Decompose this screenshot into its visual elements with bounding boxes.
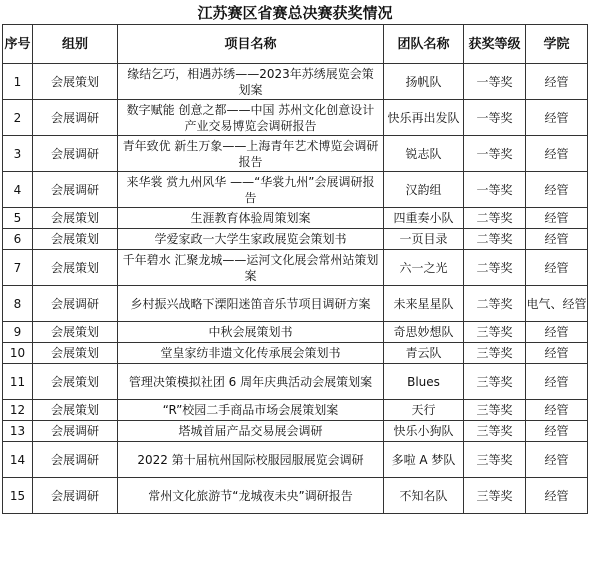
cell-group: 会展策划 <box>33 364 118 400</box>
header-no: 序号 <box>3 25 33 64</box>
cell-team: 扬帆队 <box>384 64 464 100</box>
cell-project: 生涯教育体验周策划案 <box>118 208 384 229</box>
table-row <box>3 478 588 514</box>
cell-school: 经管 <box>526 400 588 421</box>
header-award: 获奖等级 <box>464 25 526 64</box>
cell-project: 学爱家政一大学生家政展览会策划书 <box>118 229 384 250</box>
cell-school: 经管 <box>526 478 588 514</box>
table-row <box>3 400 588 421</box>
header-group: 组别 <box>33 25 118 64</box>
cell-school: 经管 <box>526 100 588 136</box>
cell-group: 会展调研 <box>33 442 118 478</box>
cell-project: 2022 第十届杭州国际校服园服展览会调研 <box>118 442 384 478</box>
cell-project: 堂皇家纺非遗文化传承展会策划书 <box>118 343 384 364</box>
cell-project: 数字赋能 创意之都——中国 苏州文化创意设计产业交易博览会调研报告 <box>118 100 384 136</box>
cell-group: 会展调研 <box>33 136 118 172</box>
cell-group: 会展调研 <box>33 172 118 208</box>
cell-award: 一等奖 <box>464 64 526 100</box>
header-row <box>3 25 588 64</box>
cell-school: 经管 <box>526 208 588 229</box>
table-row <box>3 343 588 364</box>
cell-group: 会展调研 <box>33 286 118 322</box>
cell-school: 经管 <box>526 421 588 442</box>
cell-school: 电气、经管 <box>526 286 588 322</box>
cell-award: 三等奖 <box>464 400 526 421</box>
cell-group: 会展调研 <box>33 478 118 514</box>
cell-award: 三等奖 <box>464 478 526 514</box>
cell-award: 三等奖 <box>464 322 526 343</box>
cell-project: 青年致优 新生万象——上海青年艺术博览会调研报告 <box>118 136 384 172</box>
cell-no: 5 <box>3 208 33 229</box>
cell-team: 未来星星队 <box>384 286 464 322</box>
cell-award: 三等奖 <box>464 343 526 364</box>
header-team: 团队名称 <box>384 25 464 64</box>
cell-no: 12 <box>3 400 33 421</box>
cell-team: Blues <box>384 364 464 400</box>
cell-school: 经管 <box>526 364 588 400</box>
cell-project: 塔城首届产品交易展会调研 <box>118 421 384 442</box>
cell-award: 一等奖 <box>464 136 526 172</box>
table-row <box>3 172 588 208</box>
table-row <box>3 322 588 343</box>
table-row <box>3 100 588 136</box>
cell-group: 会展调研 <box>33 100 118 136</box>
cell-award: 一等奖 <box>464 172 526 208</box>
cell-school: 经管 <box>526 322 588 343</box>
cell-project: 管理决策模拟社团 6 周年庆典活动会展策划案 <box>118 364 384 400</box>
awards-table <box>2 24 588 514</box>
cell-team: 快乐再出发队 <box>384 100 464 136</box>
cell-group: 会展策划 <box>33 400 118 421</box>
cell-team: 锐志队 <box>384 136 464 172</box>
cell-project: 千年碧水 汇聚龙城——运河文化展会常州站策划案 <box>118 250 384 286</box>
cell-group: 会展策划 <box>33 208 118 229</box>
table-row <box>3 208 588 229</box>
cell-school: 经管 <box>526 172 588 208</box>
cell-award: 二等奖 <box>464 286 526 322</box>
cell-award: 三等奖 <box>464 421 526 442</box>
cell-school: 经管 <box>526 136 588 172</box>
cell-award: 二等奖 <box>464 229 526 250</box>
cell-school: 经管 <box>526 343 588 364</box>
cell-group: 会展策划 <box>33 322 118 343</box>
cell-no: 14 <box>3 442 33 478</box>
cell-school: 经管 <box>526 64 588 100</box>
cell-project: 来华裳 赏九州风华 ——“华裳九州”会展调研报告 <box>118 172 384 208</box>
cell-team: 天行 <box>384 400 464 421</box>
cell-group: 会展策划 <box>33 343 118 364</box>
cell-project: 缘结乞巧，相遇苏绣——2023年苏绣展览会策划案 <box>118 64 384 100</box>
cell-group: 会展调研 <box>33 421 118 442</box>
cell-award: 二等奖 <box>464 250 526 286</box>
cell-team: 四重奏小队 <box>384 208 464 229</box>
cell-team: 青云队 <box>384 343 464 364</box>
cell-project: 乡村振兴战略下溧阳迷笛音乐节项目调研方案 <box>118 286 384 322</box>
cell-project: 常州文化旅游节“龙城夜未央”调研报告 <box>118 478 384 514</box>
cell-no: 3 <box>3 136 33 172</box>
cell-no: 9 <box>3 322 33 343</box>
cell-school: 经管 <box>526 442 588 478</box>
cell-project: 中秋会展策划书 <box>118 322 384 343</box>
cell-team: 一页目录 <box>384 229 464 250</box>
cell-group: 会展策划 <box>33 250 118 286</box>
cell-school: 经管 <box>526 250 588 286</box>
cell-team: 快乐小狗队 <box>384 421 464 442</box>
cell-project: “R”校园二手商品市场会展策划案 <box>118 400 384 421</box>
cell-no: 13 <box>3 421 33 442</box>
cell-group: 会展策划 <box>33 64 118 100</box>
cell-no: 4 <box>3 172 33 208</box>
table-row <box>3 421 588 442</box>
cell-no: 6 <box>3 229 33 250</box>
table-row <box>3 442 588 478</box>
table-row <box>3 286 588 322</box>
cell-no: 7 <box>3 250 33 286</box>
table-row <box>3 136 588 172</box>
table-row <box>3 364 588 400</box>
cell-school: 经管 <box>526 229 588 250</box>
document-title: 江苏赛区省赛总决赛获奖情况 <box>197 4 393 22</box>
table-row <box>3 250 588 286</box>
cell-award: 三等奖 <box>464 442 526 478</box>
cell-team: 六一之光 <box>384 250 464 286</box>
cell-group: 会展策划 <box>33 229 118 250</box>
cell-no: 2 <box>3 100 33 136</box>
cell-award: 三等奖 <box>464 364 526 400</box>
cell-no: 11 <box>3 364 33 400</box>
cell-team: 多啦 A 梦队 <box>384 442 464 478</box>
cell-no: 15 <box>3 478 33 514</box>
cell-team: 不知名队 <box>384 478 464 514</box>
cell-award: 一等奖 <box>464 100 526 136</box>
cell-no: 1 <box>3 64 33 100</box>
table-row <box>3 229 588 250</box>
cell-no: 10 <box>3 343 33 364</box>
cell-team: 奇思妙想队 <box>384 322 464 343</box>
header-project: 项目名称 <box>118 25 384 64</box>
header-school: 学院 <box>526 25 588 64</box>
table-row <box>3 64 588 100</box>
cell-team: 汉韵组 <box>384 172 464 208</box>
cell-no: 8 <box>3 286 33 322</box>
cell-award: 二等奖 <box>464 208 526 229</box>
